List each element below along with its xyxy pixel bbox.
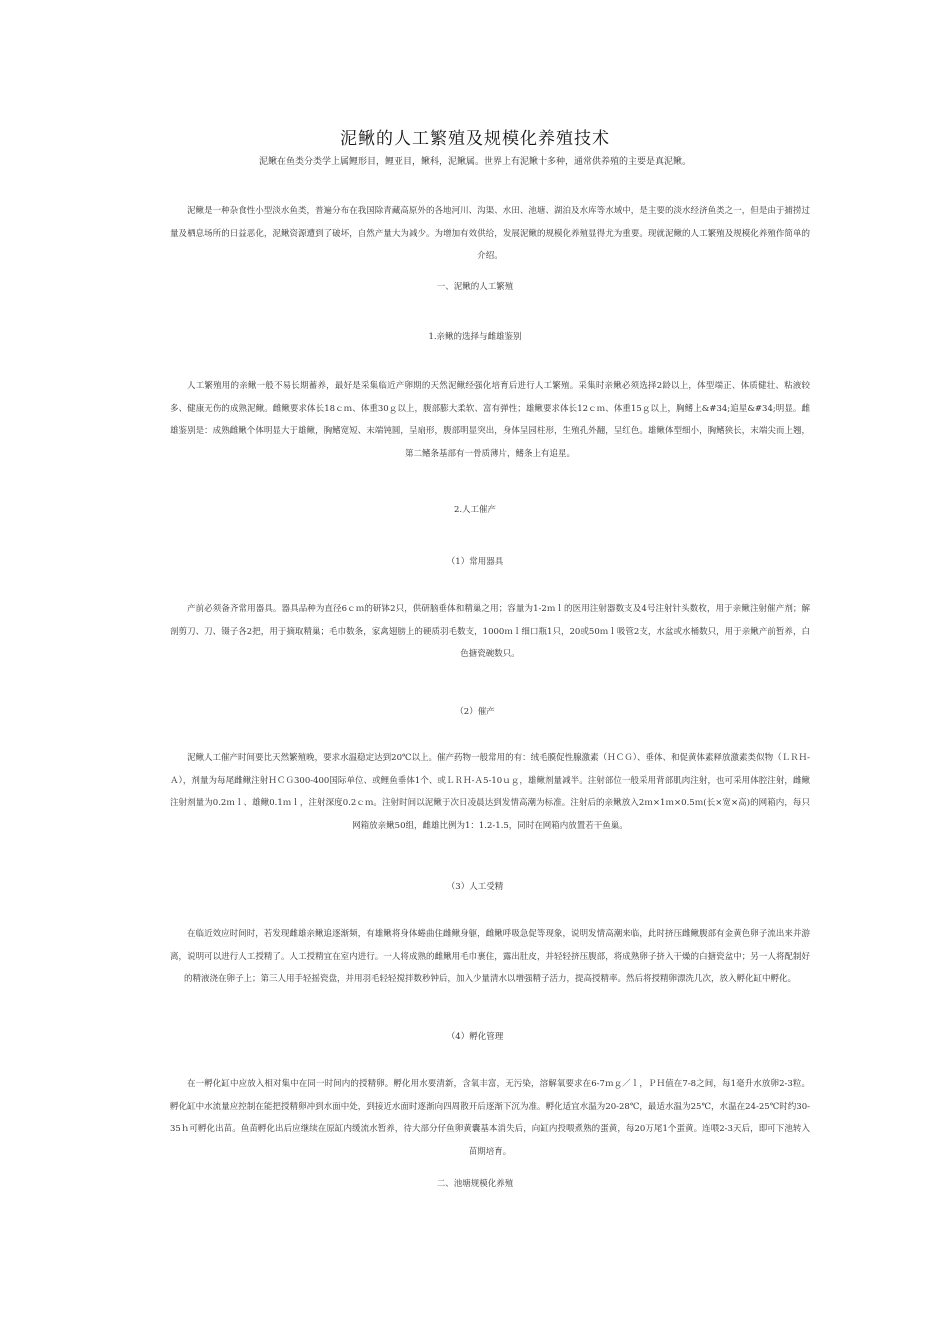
subsection-heading-2d: （4）孵化管理: [446, 1032, 504, 1042]
subsection-heading-2c: （3）人工受精: [446, 882, 504, 892]
section-heading-1: 一、泥鳅的人工繁殖: [436, 282, 514, 292]
section-heading-2: 二、池塘规模化养殖: [436, 1179, 514, 1189]
intro-paragraph: 泥鳅是一种杂食性小型淡水鱼类，普遍分布在我国除青藏高原外的各地河川、沟渠、水田、池塘、湖泊及水库等水域中，是主要的淡水经济鱼类之一，但是由于捕捞过量及栖息场所的日益恶化，泥鳅资源遭到了破坏，自然产量大为减少。为增加有效供给，发展泥鳅的规模化养殖显得尤为重要。现就泥鳅的人工繁殖及规模化养殖作简单的介绍。: [170, 206, 810, 261]
paragraph-broodstock: 人工繁殖用的亲鳅一般不易长期蓄养，最好是采集临近产卵期的天然泥鳅经强化培育后进行人工繁殖。采集时亲鳅必须选择2龄以上，体型端正、体质健壮、粘液较多、健康无伤的成熟泥鳅。雌鳅要求体长18ｃｍ、体重30ｇ以上，腹部膨大柔软、富有弹性；雄鳅要求体长12ｃｍ、体重15ｇ以上，胸鳍上&#34;追星&#34;明显。雌雄鉴别是：成熟雌鳅个体明显大于雄鳅，胸鳍宽短、末端钝圆，呈扇形，腹部明显突出，身体呈园柱形，生殖孔外翻，呈红色。雄鳅体型细小，胸鳍狭长，末端尖而上翘，第二鳍条基部有一骨质薄片，鳍条上有追星。: [170, 381, 810, 459]
paragraph-hatching: 在一孵化缸中应放入相对集中在同一时间内的授精卵。孵化用水要清新，含氧丰富，无污染，溶解氧要求在6-7ｍｇ／ｌ，ＰＨ值在7-8之间，每1毫升水放卵2-3粒。孵化缸中水流量应控制在能把授精卵冲到水面中处，到接近水面时逐渐向四周散开后逐渐下沉为准。孵化适宜水温为20-28℃，最适水温为25℃，水温在24-25℃时约30-35ｈ可孵化出苗。鱼苗孵化出后应继续在原缸内缓流水暂养，待大部分仔鱼卵黄囊基本消失后，向缸内投喂煮熟的蛋黄，每20万尾1个蛋黄。连喂2-3天后，即可下池转入苗期培育。: [170, 1079, 810, 1157]
subsection-heading-2b: （2）催产: [455, 707, 495, 717]
paragraph-equipment: 产前必须备齐常用器具。器具品种为直径6ｃｍ的研钵2只，供研脑垂体和精巢之用；容量为1-2ｍｌ的医用注射器数支及4号注射针头数枚，用于亲鳅注射催产剂；解剖剪刀、刀、镊子各2把，用于摘取精巢；毛巾数条，家禽翅膀上的硬质羽毛数支，1000ｍｌ细口瓶1只，20或50ｍｌ吸管2支，水盆或水桶数只，用于亲鳅产前暂养，白色搪瓷碗数只。: [170, 604, 810, 659]
subtitle: 泥鳅在鱼类分类学上属鲤形目，鲤亚目，鳅科，泥鳅属。世界上有泥鳅十多种，通常供养殖的主要是真泥鳅。: [258, 157, 691, 167]
subsection-heading-2a: （1）常用器具: [446, 557, 504, 567]
page-title: 泥鳅的人工繁殖及规模化养殖技术: [340, 129, 610, 149]
paragraph-induction: 泥鳅人工催产时间要比天然繁殖晚，要求水温稳定达到20℃以上。催产药物一般常用的有：绒毛膜促性腺激素（ＨＣＧ）、垂体、和促黄体素释放激素类似物（ＬＲＨ-Ａ），剂量为每尾雌鳅注射ＨＣＧ300-400国际单位、或鲤鱼垂体1个、或ＬＲＨ-Ａ5-10ｕｇ，雄鳅剂量减半。注射部位一般采用背部肌肉注射，也可采用体腔注射，雌鳅注射剂量为0.2ｍｌ、雄鳅0.1ｍｌ，注射深度0.2ｃｍ。注射时间以泥鳅于次日凌晨达到发情高潮为标准。注射后的亲鳅放入2ｍ×1ｍ×0.5ｍ(长×宽×高)的网箱内，每只网箱放亲鳅50组，雌雄比例为1：1.2-1.5，同时在网箱内放置若干鱼巢。: [170, 753, 810, 831]
subsection-heading-1: 1.亲鳅的选择与雌雄鉴别: [428, 332, 522, 342]
paragraph-fertilization: 在临近效应时间时，若发现雌雄亲鳅追逐渐频，有雄鳅将身体蜷曲住雌鳅身躯，雌鳅呼吸急促等现象，说明发情高潮来临，此时挤压雌鳅腹部有金黄色卵子流出来并游离，说明可以进行人工授精了。人工授精宜在室内进行。一人将成熟的雌鳅用毛巾裹住，露出肚皮，并轻轻挤压腹部，将成熟卵子挤入干燥的白搪瓷盆中；另一人将配制好的精液浇在卵子上；第三人用手轻摇瓷盘，并用羽毛轻轻搅拌数秒钟后，加入少量清水以增强精子活力，提高授精率。然后将授精卵漂洗几次，放入孵化缸中孵化。: [170, 929, 810, 984]
subsection-heading-2: 2.人工催产: [453, 505, 497, 515]
